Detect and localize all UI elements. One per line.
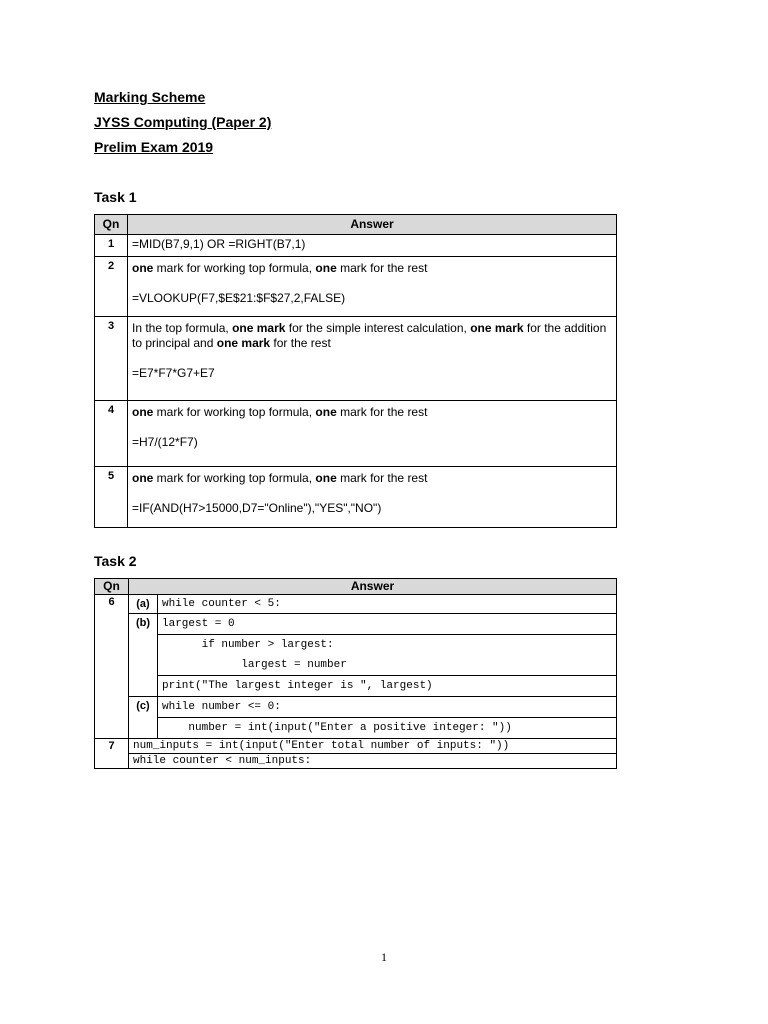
code-line: while counter < 5: (158, 595, 617, 614)
table-row (95, 655, 617, 676)
code-line: num_inputs = int(input("Enter total number of inputs: ")) (129, 739, 617, 754)
qn-cell: 1 (95, 235, 128, 257)
answer-criteria (132, 321, 612, 351)
bold-one-mark: one mark (232, 321, 286, 335)
table-row (95, 401, 617, 467)
answer-criteria (132, 471, 612, 486)
bold-one: one (132, 261, 154, 275)
answer-cell (128, 401, 617, 467)
doc-title-course: JYSS Computing (Paper 2) (94, 114, 272, 130)
criteria-text: for the simple interest calculation, (285, 321, 471, 335)
task1-heading: Task 1 (94, 189, 137, 205)
table-row (95, 697, 617, 718)
criteria-text: mark for working top formula, (153, 405, 316, 419)
criteria-text: mark for working top formula, (153, 471, 316, 485)
code-line: largest = number (158, 655, 617, 676)
answer-formula: =E7*F7*G7+E7 (132, 366, 215, 380)
col-answer-header: Answer (128, 215, 617, 235)
answer-cell (128, 317, 617, 401)
qn-cell: 3 (95, 317, 128, 401)
answer-formula: =H7/(12*F7) (132, 435, 198, 449)
code-line: while counter < num_inputs: (129, 754, 617, 769)
table-row (95, 739, 617, 754)
table-row (95, 595, 617, 614)
code-line: print("The largest integer is ", largest) (158, 676, 617, 697)
criteria-text: mark for the rest (336, 471, 428, 485)
criteria-text: In the top formula, (132, 321, 233, 335)
bold-one: one (132, 471, 154, 485)
part-label: (a) (129, 595, 158, 614)
answer-criteria (132, 261, 612, 276)
task1-table (94, 214, 617, 528)
col-qn-header: Qn (95, 579, 129, 595)
table-row (95, 317, 617, 401)
qn-cell: 5 (95, 467, 128, 528)
bold-one: one (315, 405, 337, 419)
answer-cell (128, 257, 617, 317)
table-row (95, 467, 617, 528)
criteria-text: for the rest (270, 336, 331, 350)
table-row (95, 718, 617, 739)
code-line: largest = 0 (158, 614, 617, 635)
answer-formula: =IF(AND(H7>15000,D7="Online"),"YES","NO") (132, 501, 382, 515)
criteria-text: mark for the rest (336, 405, 428, 419)
table-row (95, 235, 617, 257)
criteria-text: mark for the rest (336, 261, 428, 275)
part-label: (c) (129, 697, 158, 739)
answer-cell (128, 235, 617, 257)
task1-header-row (95, 215, 617, 235)
criteria-text: for the addition to principal and (132, 321, 607, 350)
code-line: number = int(input("Enter a positive integer: ")) (158, 718, 617, 739)
table-row (95, 257, 617, 317)
task2-heading: Task 2 (94, 553, 137, 569)
doc-title-exam: Prelim Exam 2019 (94, 139, 214, 155)
table-row (95, 635, 617, 656)
answer-cell (128, 467, 617, 528)
criteria-text: mark for working top formula, (153, 261, 316, 275)
part-label: (b) (129, 614, 158, 697)
answer-criteria (132, 405, 612, 420)
qn-cell: 4 (95, 401, 128, 467)
answer-formula: =VLOOKUP(F7,$E$21:$F$27,2,FALSE) (132, 291, 346, 305)
col-qn-header: Qn (95, 215, 128, 235)
table-row (95, 614, 617, 635)
answer-formula: =MID(B7,9,1) OR =RIGHT(B7,1) (132, 237, 306, 251)
page-number: 1 (381, 950, 387, 964)
code-line: if number > largest: (158, 635, 617, 656)
qn-cell: 6 (95, 595, 129, 739)
bold-one-mark: one mark (216, 336, 271, 350)
col-answer-header: Answer (129, 579, 617, 595)
table-row (95, 676, 617, 697)
task2-table (94, 578, 617, 769)
bold-one: one (315, 261, 337, 275)
table-row (95, 754, 617, 769)
bold-one: one (315, 471, 337, 485)
doc-title-marking-scheme: Marking Scheme (94, 89, 206, 105)
qn-cell: 2 (95, 257, 128, 317)
qn-cell: 7 (95, 739, 129, 769)
bold-one-mark: one mark (470, 321, 524, 335)
task2-header-row (95, 579, 617, 595)
bold-one: one (132, 405, 154, 419)
code-line: while number <= 0: (158, 697, 617, 718)
